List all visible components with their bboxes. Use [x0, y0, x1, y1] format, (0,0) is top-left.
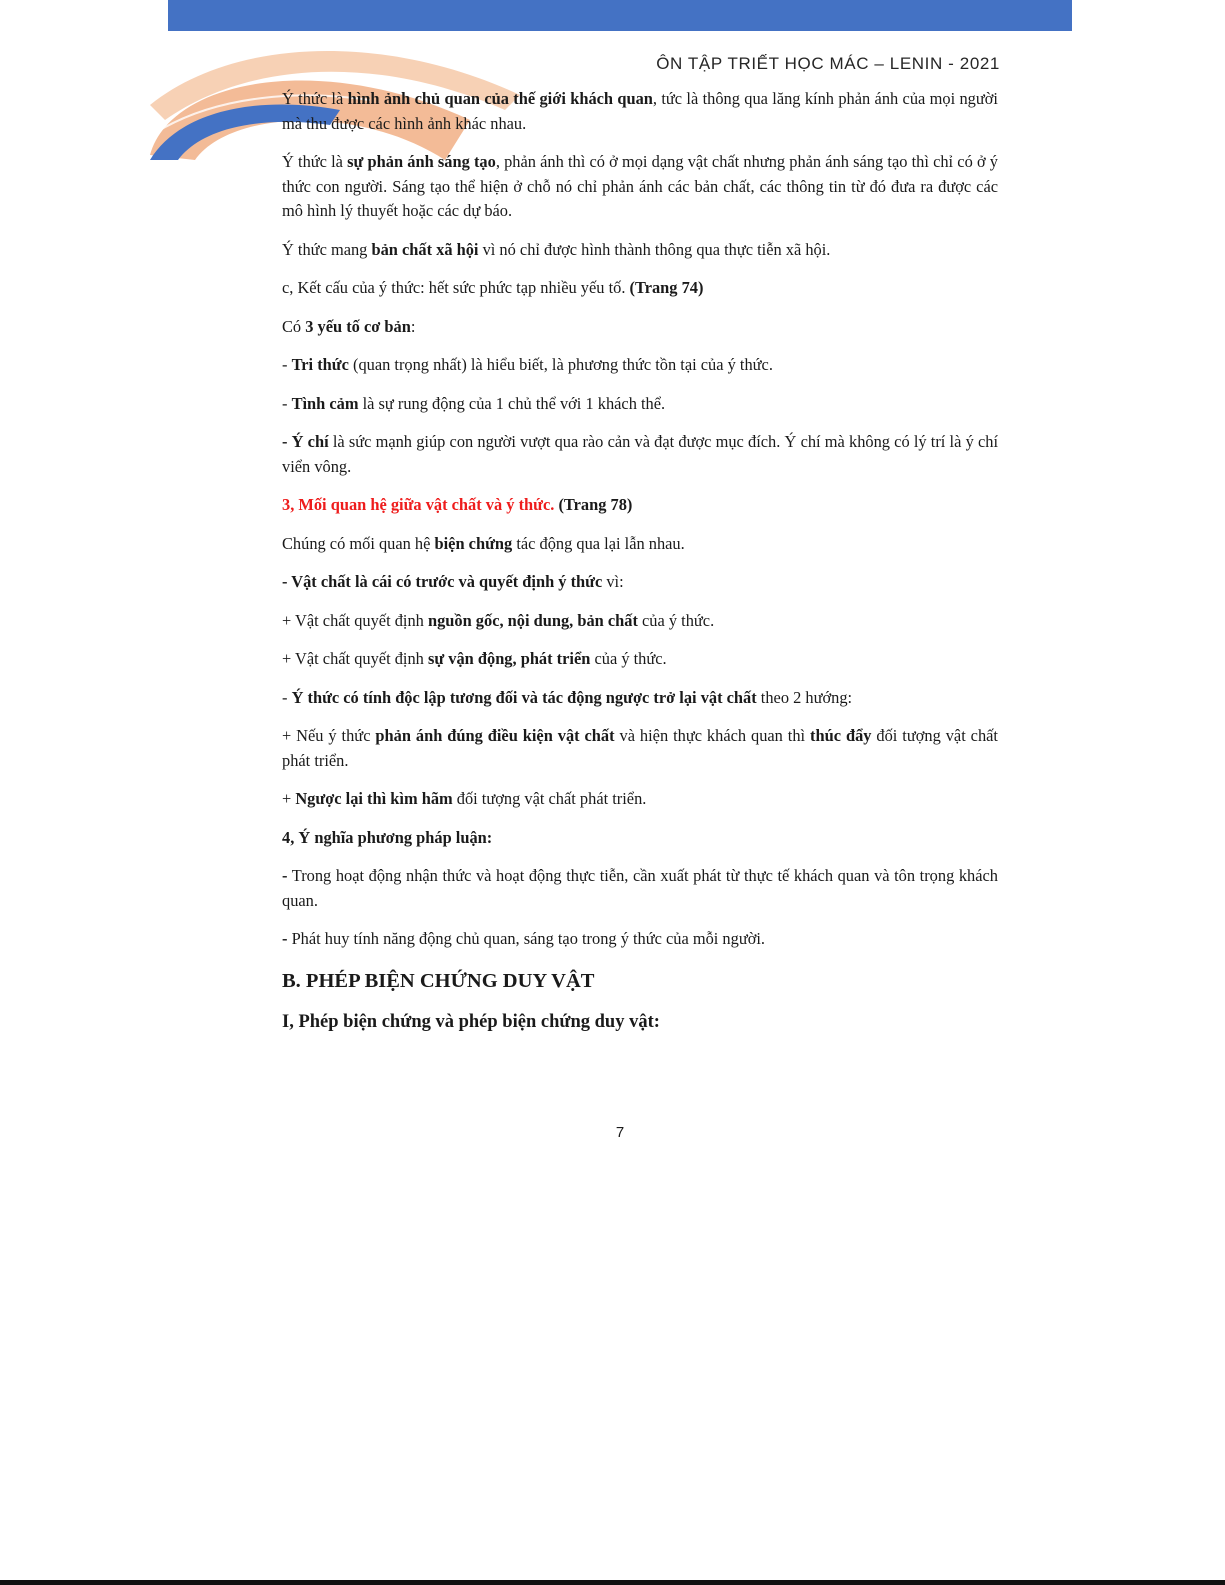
paragraph-bien-chung: Chúng có mối quan hệ biện chứng tác động qua lại lẫn nhau.	[282, 533, 685, 553]
paragraph-hinh-anh-chu-quan: Ý thức là hình ảnh chủ quan của thế giới khách quan, tức là thông qua lăng kính phản ánh của mọi người mà thu được các hình ảnh khác nhau.	[282, 89, 998, 133]
list-item-tinh-cam: - Tình cảm là sự rung động của 1 chủ thể với 1 khách thể.	[282, 393, 666, 413]
paragraph-3-yeu-to: Có 3 yếu tố cơ bản:	[282, 316, 416, 336]
list-item-kim-ham: + Ngược lại thì kìm hãm đối tượng vật chất phát triển.	[282, 789, 647, 808]
list-item-thuc-day: + Nếu ý thức phản ánh đúng điều kiện vật chất và hiện thực khách quan thì thúc đẩy đối tượng vật chất phát triển.	[282, 726, 998, 770]
list-item-nguon-goc: + Vật chất quyết định nguồn gốc, nội dung, bản chất của ý thức.	[282, 610, 715, 630]
list-item-y-chi: - Ý chí là sức mạnh giúp con người vượt qua rào cản và đạt được mục đích. Ý chí mà không có lý trí là ý chí viển vông.	[282, 432, 998, 476]
section-heading-moi-quan-he: 3, Mối quan hệ giữa vật chất và ý thức. (Trang 78)	[282, 495, 633, 514]
page-number: 7	[615, 1124, 625, 1141]
paragraph-ban-chat-xa-hoi: Ý thức mang bản chất xã hội vì nó chỉ được hình thành thông qua thực tiễn xã hội.	[282, 239, 831, 259]
page-bottom-border	[0, 1580, 1225, 1585]
paragraph-vat-chat-co-truoc: - Vật chất là cái có trước và quyết định ý thức vì:	[282, 572, 624, 591]
page-content	[282, 87, 998, 1048]
list-item-su-van-dong: + Vật chất quyết định sự vận động, phát triển của ý thức.	[282, 649, 667, 668]
heading-section-i: I, Phép biện chứng và phép biện chứng duy vật:	[282, 1011, 660, 1032]
heading-section-b: B. PHÉP BIỆN CHỨNG DUY VẬT	[282, 969, 595, 992]
paragraph-y-thuc-doc-lap: - Ý thức có tính độc lập tương đối và tác động ngược trở lại vật chất theo 2 hướng:	[282, 687, 853, 707]
list-item-xuat-phat-thuc-te: - Trong hoạt động nhận thức và hoạt động thực tiễn, cần xuất phát từ thực tế khách quan và tôn trọng khách quan.	[282, 866, 998, 910]
document-header-title: ÔN TẬP TRIẾT HỌC MÁC – LENIN - 2021	[656, 54, 1000, 73]
paragraph-ket-cau-y-thuc: c, Kết cấu của ý thức: hết sức phức tạp nhiều yếu tố. (Trang 74)	[282, 278, 704, 297]
paragraph-phan-anh-sang-tao: Ý thức là sự phản ánh sáng tạo, phản ánh thì có ở mọi dạng vật chất nhưng phản ánh sáng tạo thì chỉ có ở ý thức con người. Sáng tạo thể hiện ở chỗ nó chỉ phản ánh các bản chất, các thông tin từ đó đưa ra được các mô hình lý thuyết hoặc các dự báo.	[282, 152, 999, 220]
section-heading-y-nghia: 4, Ý nghĩa phương pháp luận:	[282, 827, 493, 847]
list-item-phat-huy: - Phát huy tính năng động chủ quan, sáng tạo trong ý thức của mỗi người.	[282, 929, 766, 948]
list-item-tri-thuc: - Tri thức (quan trọng nhất) là hiểu biết, là phương thức tồn tại của ý thức.	[282, 355, 773, 374]
